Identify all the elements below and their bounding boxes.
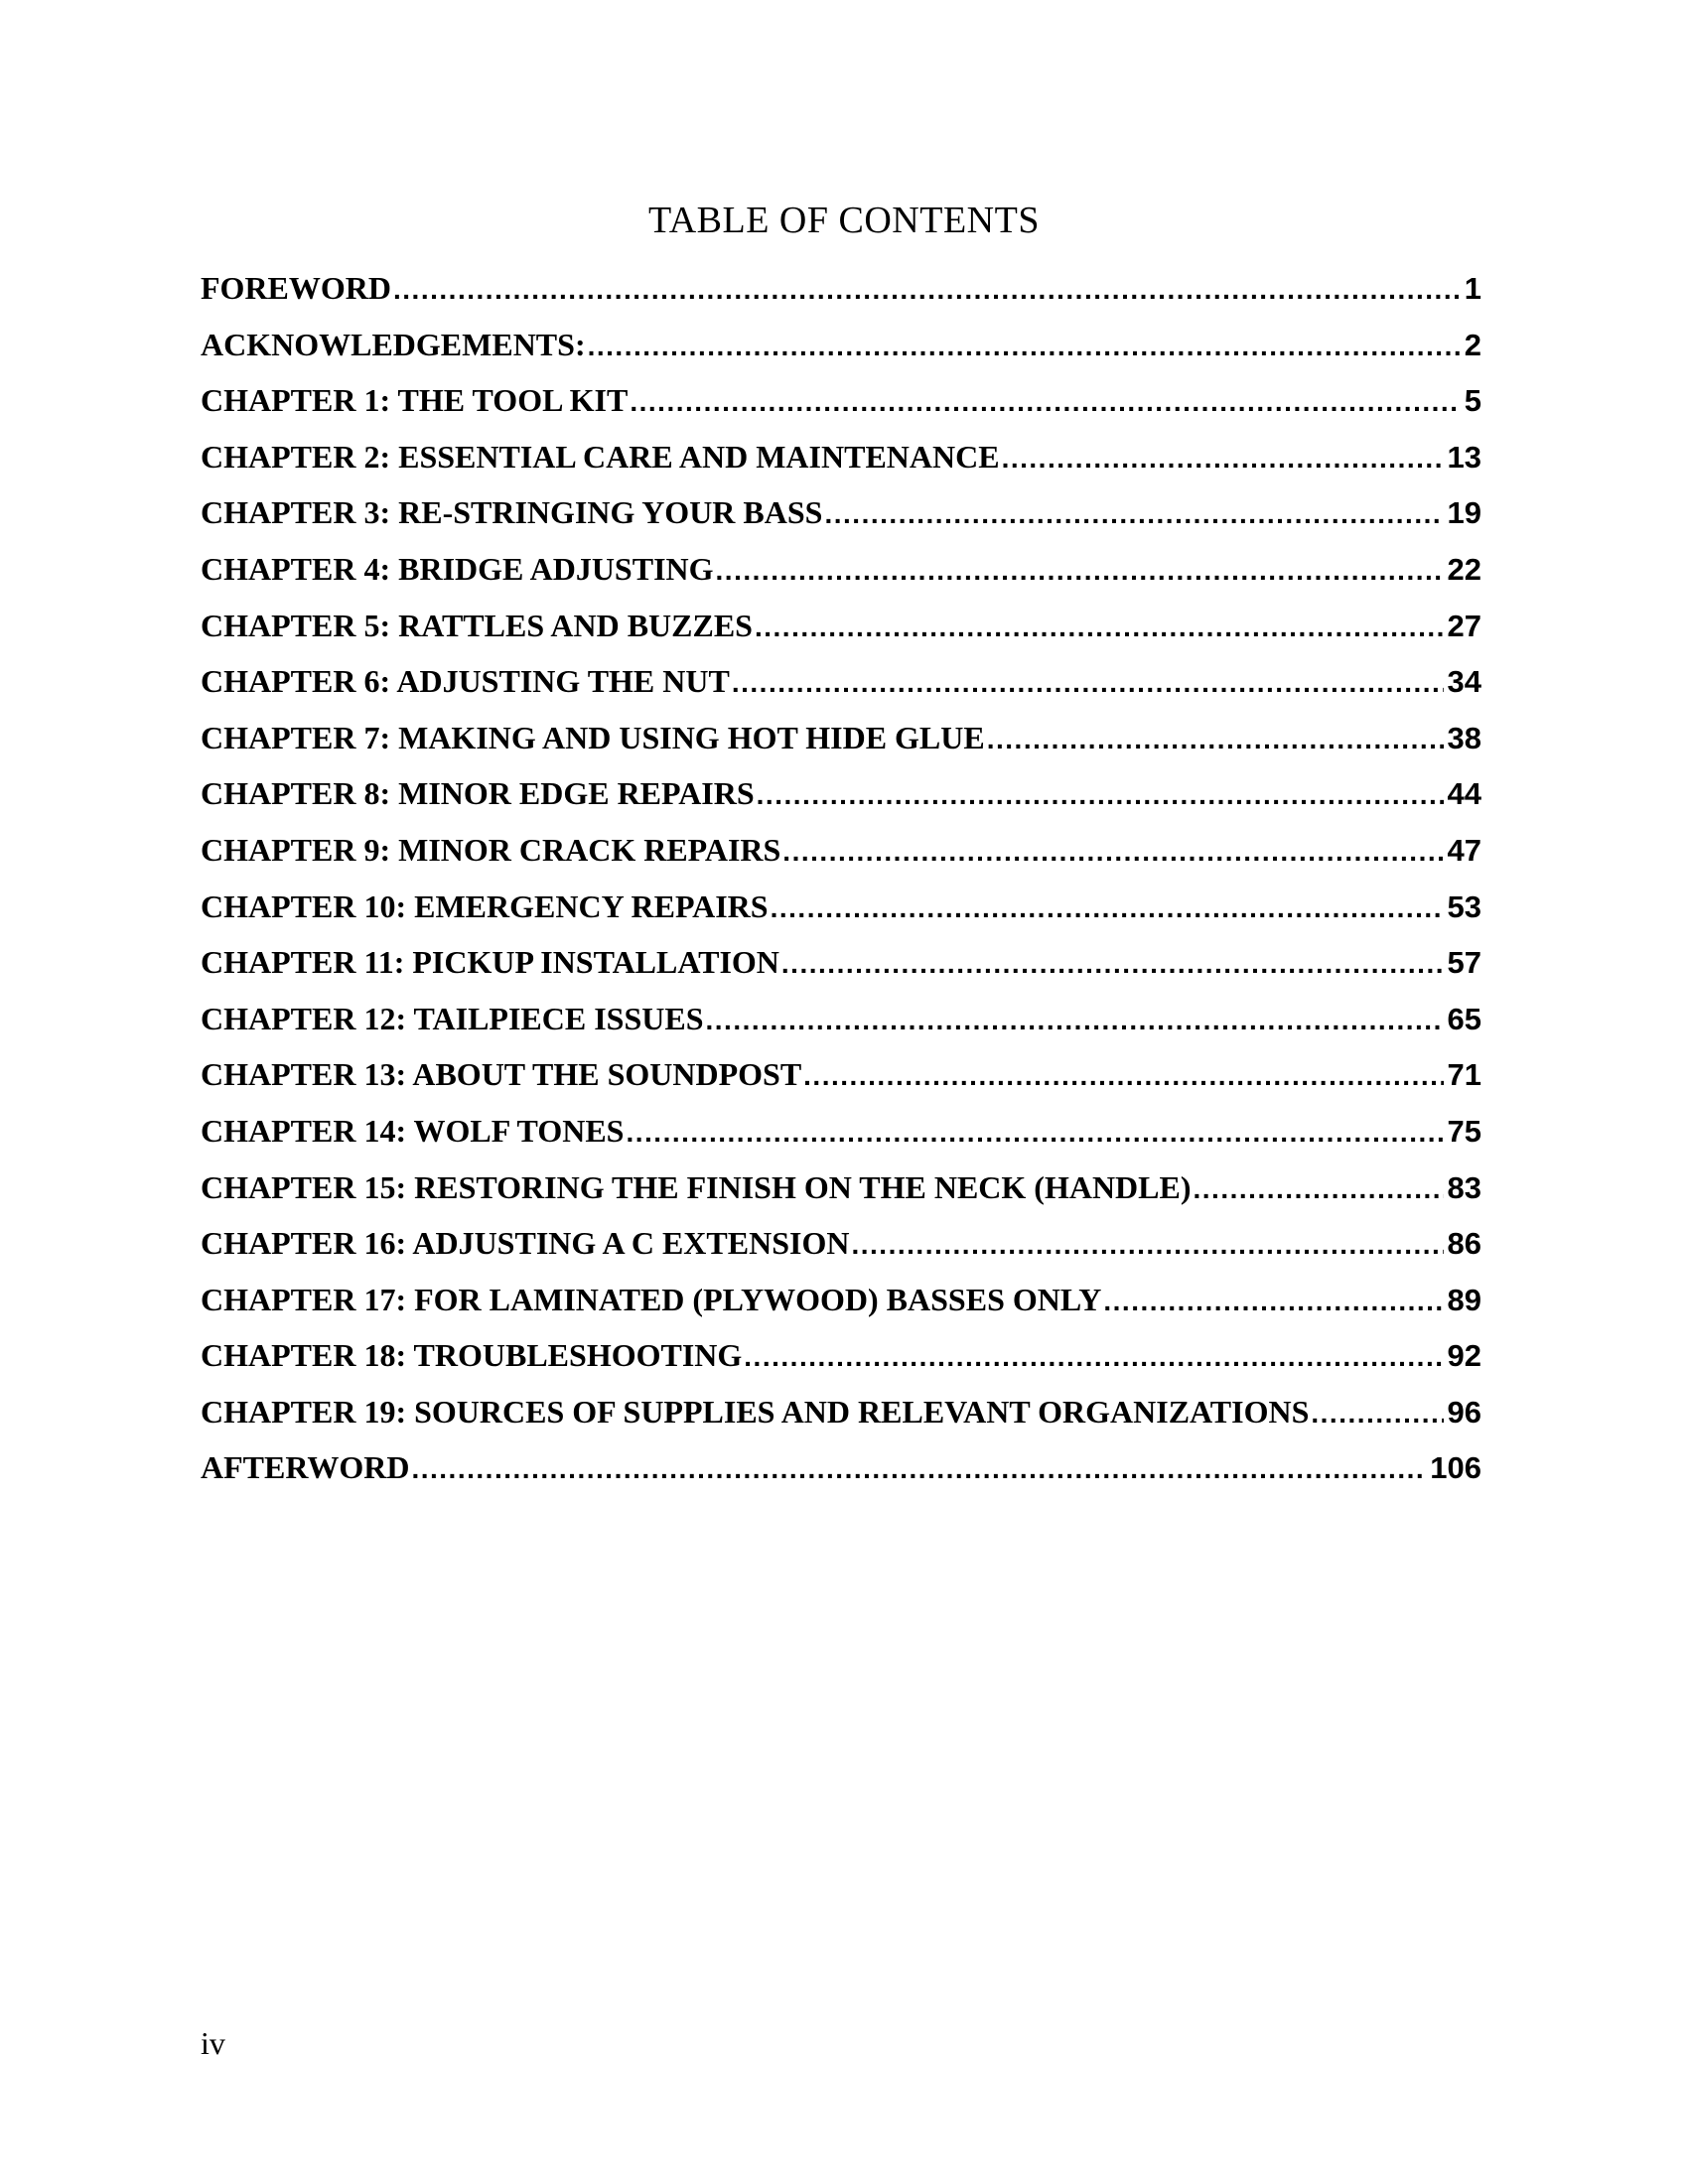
toc-entry-page: 19 (1447, 495, 1481, 531)
toc-entry-page: 53 (1447, 888, 1481, 924)
dot-leader (706, 1005, 1444, 1036)
toc-entry-page: 38 (1447, 720, 1481, 755)
toc-entry-chapter-18[interactable] (201, 1337, 1481, 1394)
toc-entry-label: CHAPTER 9: MINOR CRACK REPAIRS (201, 831, 781, 868)
toc-entry-page: 86 (1447, 1226, 1481, 1262)
toc-entry-page: 83 (1447, 1169, 1481, 1205)
toc-entry-chapter-11[interactable] (201, 944, 1481, 1001)
toc-entry-chapter-17[interactable] (201, 1282, 1481, 1338)
toc-entry-page: 89 (1447, 1282, 1481, 1317)
toc-entry-chapter-19[interactable] (201, 1394, 1481, 1450)
toc-entry-page: 47 (1447, 832, 1481, 868)
dot-leader (1002, 443, 1444, 475)
dot-leader (1194, 1173, 1444, 1205)
toc-entry-label: CHAPTER 8: MINOR EDGE REPAIRS (201, 775, 755, 812)
toc-entry-label: CHAPTER 6: ADJUSTING THE NUT (201, 663, 730, 700)
dot-leader (411, 1453, 1426, 1485)
toc-entry-chapter-15[interactable] (201, 1169, 1481, 1226)
toc-entry-chapter-2[interactable] (201, 439, 1481, 495)
toc-entry-label: CHAPTER 15: RESTORING THE FINISH ON THE NECK (HANDLE) (201, 1168, 1192, 1205)
dot-leader (824, 498, 1443, 530)
toc-entry-label: CHAPTER 14: WOLF TONES (201, 1112, 625, 1149)
toc-entry-label: CHAPTER 16: ADJUSTING A C EXTENSION (201, 1225, 850, 1262)
toc-entry-chapter-3[interactable] (201, 494, 1481, 551)
toc-entry-page: 96 (1447, 1394, 1481, 1430)
dot-leader (1103, 1286, 1443, 1317)
dot-leader (626, 1117, 1443, 1149)
dot-leader (782, 836, 1443, 868)
dot-leader (630, 386, 1460, 418)
toc-entry-label: CHAPTER 18: TROUBLESHOOTING (201, 1337, 743, 1374)
toc-list (201, 270, 1481, 1506)
toc-entry-chapter-9[interactable] (201, 832, 1481, 888)
toc-entry-page: 2 (1464, 327, 1481, 362)
dot-leader (588, 331, 1461, 362)
page-number: iv (201, 2025, 225, 2061)
toc-entry-chapter-16[interactable] (201, 1225, 1481, 1282)
toc-entry-chapter-13[interactable] (201, 1056, 1481, 1113)
dot-leader (755, 612, 1444, 643)
toc-entry-label: CHAPTER 19: SOURCES OF SUPPLIES AND RELEVANT ORGANIZATIONS (201, 1393, 1310, 1430)
toc-entry-label: FOREWORD (201, 270, 391, 306)
toc-entry-label: CHAPTER 17: FOR LAMINATED (PLYWOOD) BASSES ONLY (201, 1281, 1102, 1317)
dot-leader (732, 667, 1444, 699)
toc-entry-label: CHAPTER 11: PICKUP INSTALLATION (201, 944, 779, 981)
toc-entry-label: CHAPTER 2: ESSENTIAL CARE AND MAINTENANCE (201, 438, 1000, 475)
page-title: TABLE OF CONTENTS (648, 200, 1040, 241)
toc-entry-chapter-5[interactable] (201, 608, 1481, 664)
toc-entry-chapter-12[interactable] (201, 1001, 1481, 1057)
dot-leader (851, 1229, 1443, 1261)
toc-entry-label: CHAPTER 7: MAKING AND USING HOT HIDE GLUE (201, 719, 985, 755)
toc-entry-page: 92 (1447, 1338, 1481, 1374)
toc-entry-chapter-7[interactable] (201, 720, 1481, 776)
toc-entry-label: CHAPTER 1: THE TOOL KIT (201, 382, 629, 419)
toc-entry-afterword[interactable] (201, 1449, 1481, 1506)
toc-entry-page: 13 (1447, 439, 1481, 475)
toc-entry-label: CHAPTER 10: EMERGENCY REPAIRS (201, 887, 769, 924)
toc-entry-page: 44 (1447, 776, 1481, 812)
dot-leader (803, 1060, 1443, 1092)
toc-entry-page: 1 (1464, 271, 1481, 306)
toc-entry-chapter-8[interactable] (201, 775, 1481, 832)
toc-entry-page: 34 (1447, 664, 1481, 700)
dot-leader (781, 948, 1444, 980)
toc-entry-label: CHAPTER 4: BRIDGE ADJUSTING (201, 550, 714, 587)
toc-entry-label: CHAPTER 12: TAILPIECE ISSUES (201, 1000, 704, 1036)
dot-leader (716, 555, 1444, 587)
toc-entry-label: CHAPTER 3: RE-STRINGING YOUR BASS (201, 494, 823, 531)
toc-entry-label: ACKNOWLEDGEMENTS: (201, 326, 586, 362)
toc-entry-chapter-10[interactable] (201, 888, 1481, 945)
toc-entry-page: 22 (1447, 551, 1481, 587)
toc-entry-page: 106 (1430, 1450, 1481, 1486)
toc-entry-label: CHAPTER 5: RATTLES AND BUZZES (201, 607, 753, 643)
dot-leader (771, 892, 1444, 924)
dot-leader (757, 779, 1444, 811)
toc-entry-page: 5 (1464, 383, 1481, 419)
dot-leader (1311, 1398, 1443, 1430)
toc-entry-chapter-1[interactable] (201, 382, 1481, 439)
toc-entry-chapter-6[interactable] (201, 663, 1481, 720)
toc-entry-chapter-4[interactable] (201, 551, 1481, 608)
toc-entry-chapter-14[interactable] (201, 1113, 1481, 1169)
dot-leader (987, 724, 1444, 755)
toc-entry-page: 71 (1447, 1057, 1481, 1093)
toc-entry-page: 57 (1447, 945, 1481, 981)
toc-entry-page: 75 (1447, 1113, 1481, 1149)
toc-entry-label: AFTERWORD (201, 1449, 410, 1486)
dot-leader (393, 274, 1461, 306)
toc-entry-label: CHAPTER 13: ABOUT THE SOUNDPOST (201, 1056, 802, 1093)
toc-entry-acknowledgements[interactable] (201, 327, 1481, 383)
toc-entry-page: 27 (1447, 608, 1481, 643)
toc-entry-foreword[interactable] (201, 270, 1481, 327)
dot-leader (744, 1341, 1443, 1373)
toc-entry-page: 65 (1447, 1001, 1481, 1036)
